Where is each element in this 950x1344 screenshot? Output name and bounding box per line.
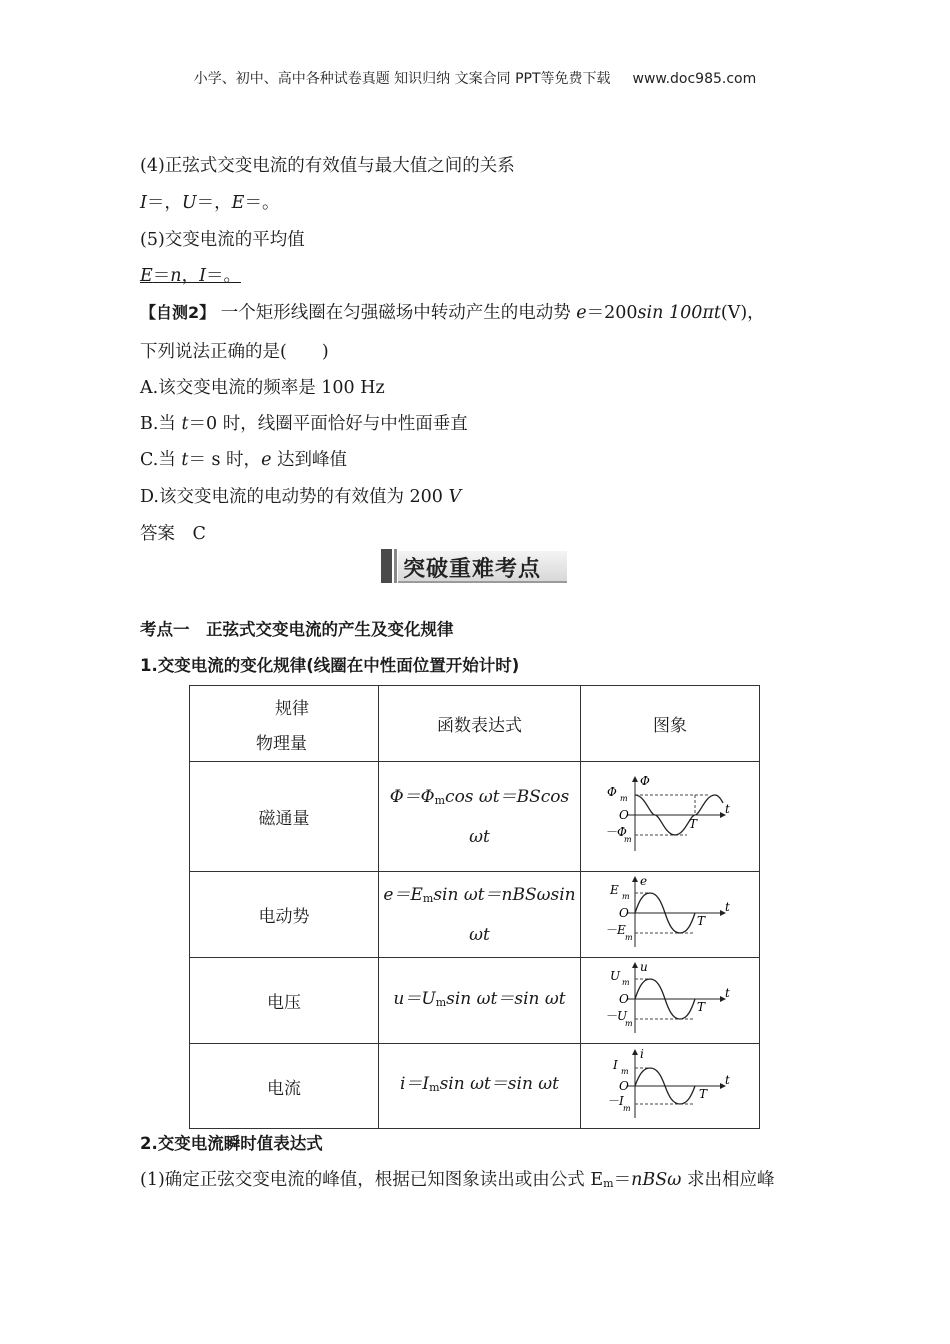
header-text: 小学、初中、高中各种试卷真题 知识归纳 文案合同 PPT等免费下载: [193, 71, 611, 87]
svg-text:t: t: [725, 986, 730, 1000]
line-4-title: (4)正弦式交变电流的有效值与最大值之间的关系: [140, 156, 515, 176]
section-title: 考点一 正弦式交变电流的产生及变化规律: [140, 620, 454, 639]
svg-text:m: m: [625, 933, 633, 942]
question-stem: 【自测2】 一个矩形线圈在匀强磁场中转动产生的电动势 e＝200sin 100πt(V)，: [140, 303, 765, 323]
svg-text:m: m: [621, 1066, 629, 1076]
row-formula: u＝Umsin ωt＝sin ωt: [379, 958, 581, 1044]
row-name: 电流: [190, 1044, 379, 1129]
svg-text:m: m: [624, 835, 632, 844]
subsection-1-title: 1.交变电流的变化规律(线圈在中性面位置开始计时): [140, 656, 520, 675]
svg-text:－E: －E: [605, 923, 626, 937]
svg-text:T: T: [689, 817, 698, 831]
svg-text:T: T: [699, 1086, 708, 1101]
svg-text:m: m: [625, 1019, 633, 1028]
svg-text:－Φ: －Φ: [605, 825, 627, 839]
voltage-sine-graph: [605, 959, 735, 1037]
emf-sine-graph: [605, 873, 735, 951]
row-formula: i＝Imsin ωt＝sin ωt: [379, 1044, 581, 1129]
svg-text:E: E: [610, 883, 619, 897]
header-rule: 规律: [275, 698, 309, 719]
svg-text:I: I: [613, 1057, 618, 1072]
answer: 答案 C: [140, 524, 206, 544]
svg-text:m: m: [620, 794, 628, 803]
page-header: [0, 68, 950, 88]
header-site[interactable]: www.doc985.com: [632, 71, 757, 87]
svg-text:T: T: [697, 914, 706, 928]
row-graph: [581, 1044, 760, 1129]
ac-rules-table: [189, 685, 760, 1129]
svg-text:Φ: Φ: [640, 774, 650, 788]
subsection-2-title: 2.交变电流瞬时值表达式: [140, 1134, 323, 1153]
svg-text:m: m: [622, 978, 630, 987]
row-name: 电压: [190, 958, 379, 1044]
svg-text:u: u: [640, 960, 648, 974]
row-graph: [581, 872, 760, 958]
question-stem-2: 下列说法正确的是( ): [140, 342, 329, 362]
option-d: D.该交变电流的电动势的有效值为 200 V: [140, 487, 462, 507]
svg-text:－I: －I: [607, 1093, 624, 1108]
svg-text:O: O: [619, 992, 629, 1006]
svg-text:i: i: [640, 1046, 644, 1061]
svg-text:O: O: [619, 1078, 629, 1093]
svg-text:e: e: [640, 874, 648, 888]
row-graph: [581, 958, 760, 1044]
svg-text:Φ: Φ: [607, 785, 617, 799]
svg-text:－U: －U: [605, 1009, 628, 1023]
header-cell-diagonal: [190, 686, 379, 762]
svg-text:U: U: [610, 969, 621, 983]
row-formula: Φ＝Φmcos ωt＝BScos ωt: [379, 762, 581, 872]
header-graph: 图象: [581, 686, 760, 762]
line-5-title: (5)交变电流的平均值: [140, 230, 305, 250]
table-row: [190, 1044, 760, 1129]
svg-text:O: O: [619, 906, 629, 920]
row-name: 磁通量: [190, 762, 379, 872]
row-name: 电动势: [190, 872, 379, 958]
line-4-relations: I＝，U＝，E＝。: [140, 193, 280, 213]
header-formula: 函数表达式: [379, 686, 581, 762]
paragraph-1: (1)确定正弦交变电流的峰值，根据已知图象读出或由公式 Em＝nBSω 求出相应峰: [140, 1170, 775, 1190]
svg-text:O: O: [619, 808, 629, 822]
section-banner: [381, 549, 567, 583]
option-c: C.当 t＝ s 时，e 达到峰值: [140, 450, 347, 470]
svg-text:t: t: [725, 1072, 730, 1087]
table-row: [190, 872, 760, 958]
svg-text:T: T: [697, 1000, 706, 1014]
svg-text:t: t: [725, 802, 730, 816]
table-row: [190, 958, 760, 1044]
line-5-average: E＝n，I＝。: [140, 266, 241, 286]
row-formula: e＝Emsin ωt＝nBSωsin ωt: [379, 872, 581, 958]
row-graph: [581, 762, 760, 872]
flux-cosine-graph: [605, 773, 735, 855]
banner-text: 突破重难考点: [403, 557, 542, 582]
header-quantity: 物理量: [256, 733, 307, 754]
table-header-row: [190, 686, 760, 762]
option-a: A.该交变电流的频率是 100 Hz: [140, 378, 385, 398]
svg-text:m: m: [623, 1103, 631, 1113]
option-b: B.当 t＝0 时，线圈平面恰好与中性面垂直: [140, 414, 468, 434]
svg-text:t: t: [725, 900, 730, 914]
current-sine-graph: [605, 1046, 735, 1122]
svg-text:m: m: [622, 892, 630, 901]
table-row: [190, 762, 760, 872]
